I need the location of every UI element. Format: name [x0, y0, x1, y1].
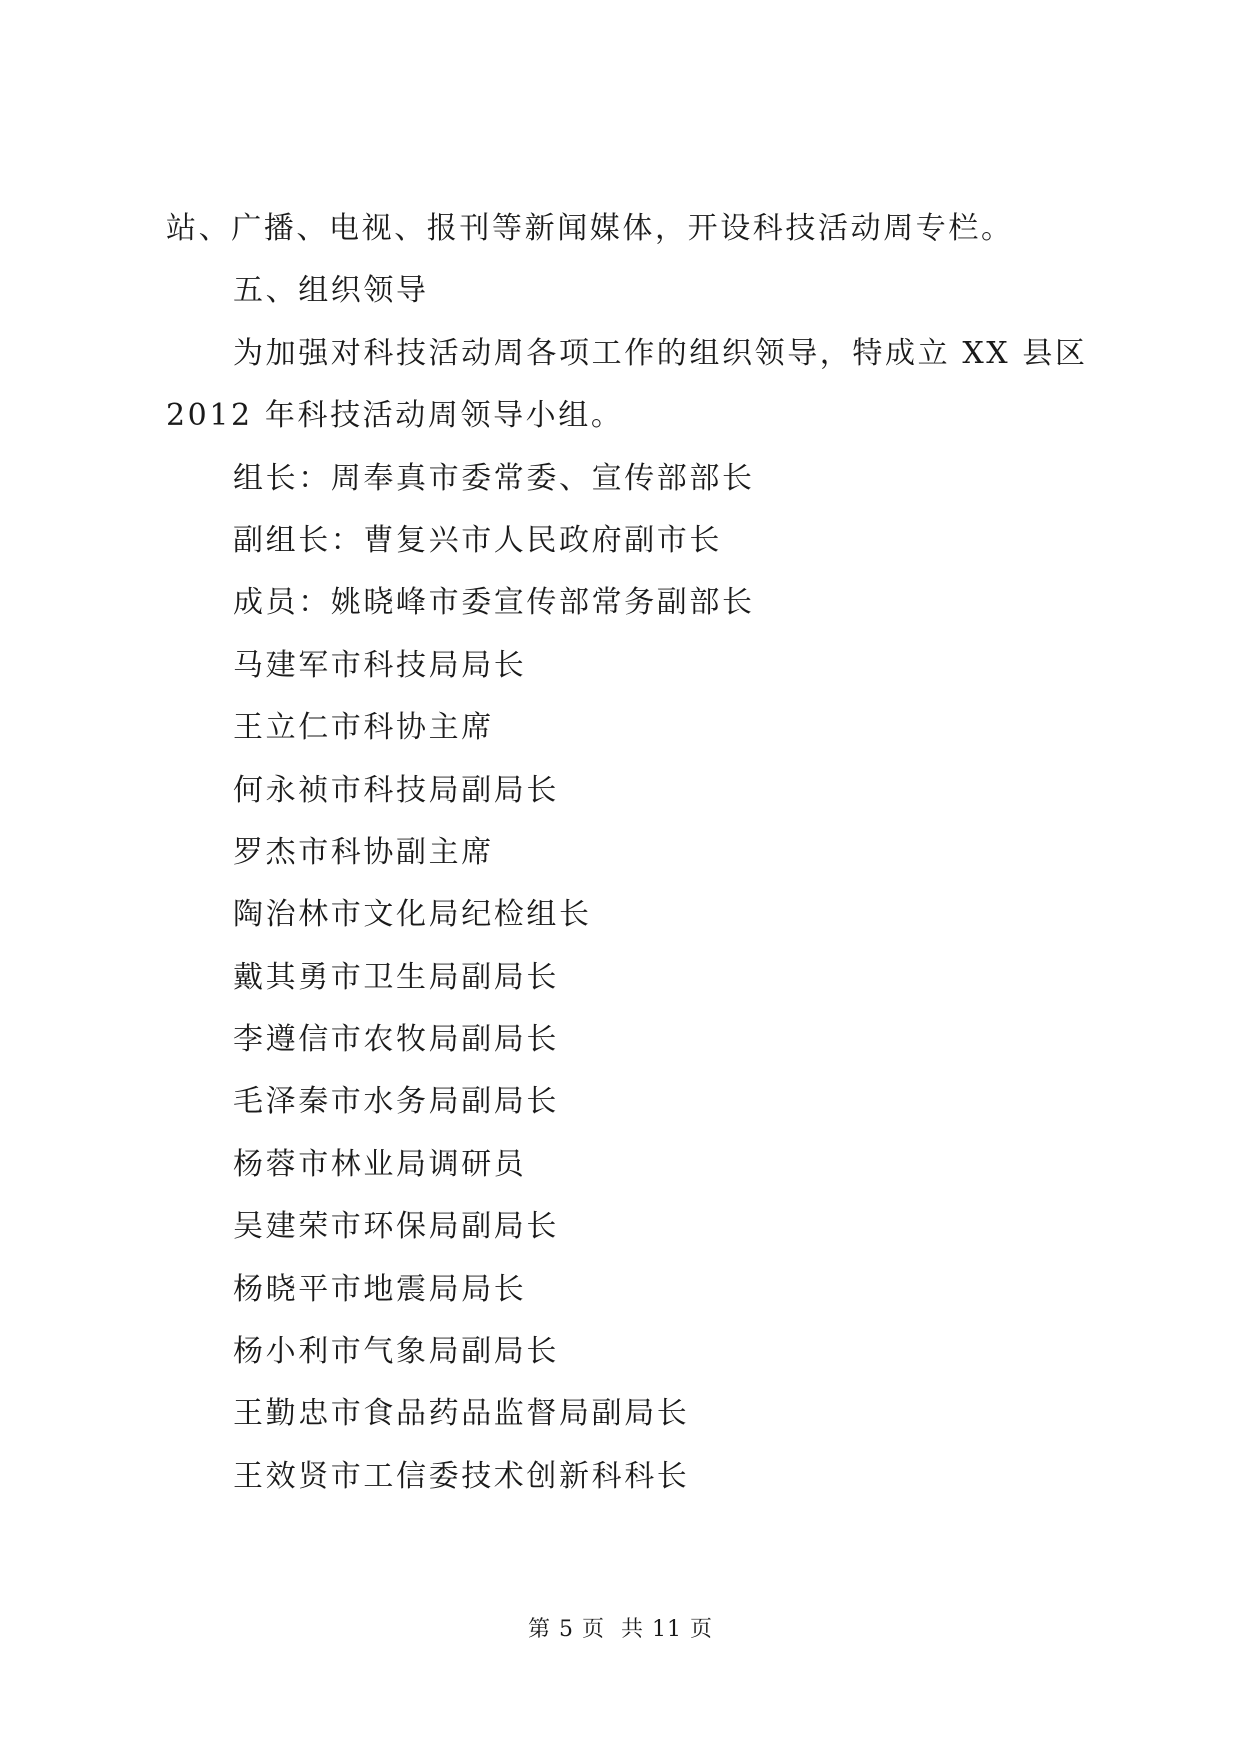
- text-line: 2012 年科技活动周领导小组。: [166, 398, 624, 434]
- text-line: 站、广播、电视、报刊等新闻媒体，开设科技活动周专栏。: [166, 211, 1014, 246]
- member-line: 成员：姚晓峰市委宣传部常务副部长: [233, 585, 755, 621]
- deputy-leader-line: 副组长：曹复兴市人民政府副市长: [233, 522, 722, 558]
- member-line: 毛泽秦市水务局副局长: [233, 1084, 559, 1120]
- member-line: 王勤忠市食品药品监督局副局长: [233, 1396, 690, 1432]
- member-line: 罗杰市科协副主席: [233, 834, 494, 870]
- member-line: 王效贤市工信委技术创新科科长: [233, 1458, 690, 1494]
- document-body: [166, 198, 1096, 1508]
- page-number-footer: 第 5 页 共 11 页: [528, 1617, 713, 1642]
- member-line: 杨晓平市地震局局长: [233, 1271, 527, 1307]
- section-heading: 五、组织领导: [233, 273, 429, 309]
- member-line: 杨蓉市林业局调研员: [233, 1146, 527, 1182]
- member-line: 戴其勇市卫生局副局长: [233, 959, 559, 995]
- leader-line: 组长：周奉真市委常委、宣传部部长: [233, 460, 755, 496]
- member-line: 何永祯市科技局副局长: [233, 772, 559, 808]
- member-line: 王立仁市科协主席: [233, 710, 494, 746]
- member-line: 吴建荣市环保局副局长: [233, 1209, 559, 1245]
- member-line: 李遵信市农牧局副局长: [233, 1022, 559, 1058]
- text-line: 为加强对科技活动周各项工作的组织领导，特成立 XX 县区: [233, 335, 1088, 371]
- member-line: 陶治林市文化局纪检组长: [233, 897, 592, 933]
- member-line: 杨小利市气象局副局长: [233, 1334, 559, 1370]
- member-line: 马建军市科技局局长: [233, 647, 527, 683]
